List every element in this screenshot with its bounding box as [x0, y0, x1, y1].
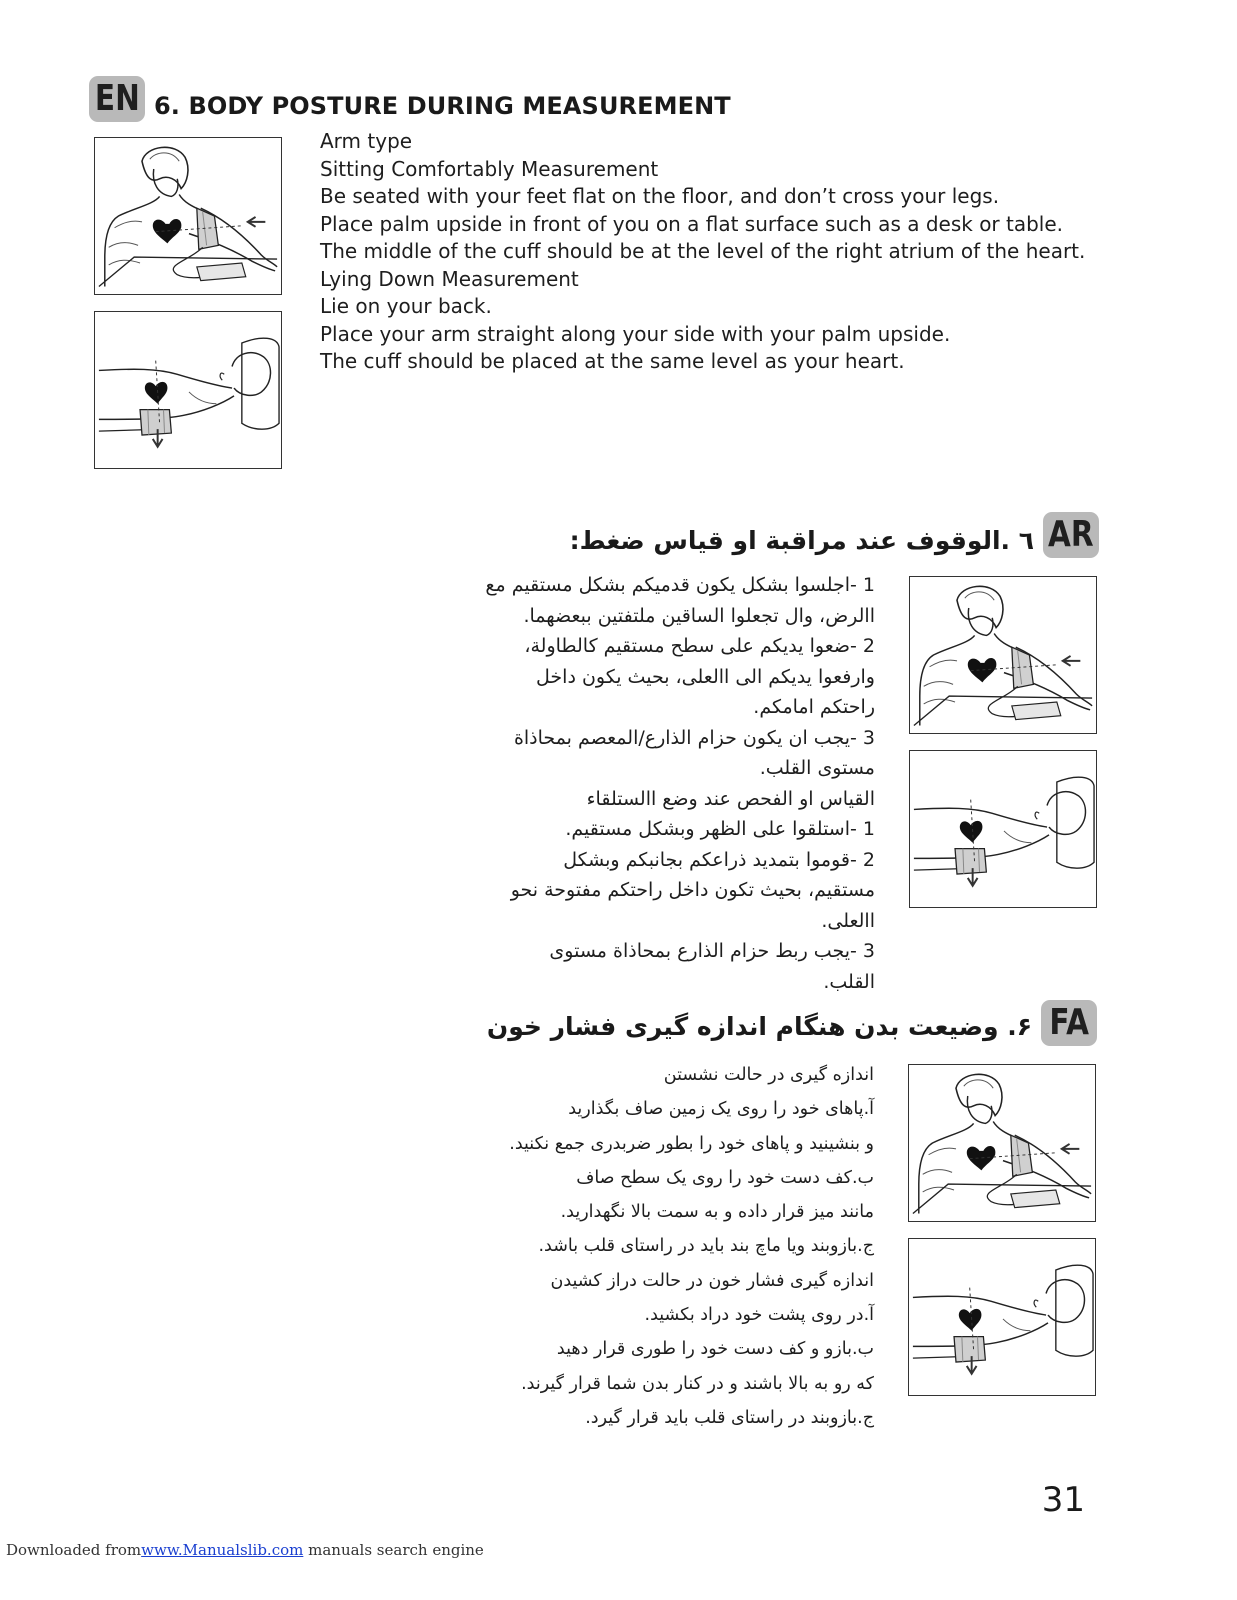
- instruction-line: 1 -استلقوا على الظهر وبشكل مستقيم.: [565, 818, 875, 840]
- manualslib-link[interactable]: www.Manualslib.com: [141, 1541, 304, 1559]
- instructions-en: [320, 128, 1085, 376]
- instruction-line: االعلى.: [821, 909, 875, 932]
- language-badge-fa: FA: [1041, 1000, 1097, 1046]
- language-badge-en: EN: [89, 76, 145, 122]
- sitting-illustration-ar: [909, 576, 1097, 734]
- lying-illustration-fa: [908, 1238, 1096, 1396]
- instruction-line: The cuff should be placed at the same level as your heart.: [320, 349, 905, 373]
- page-number: 31: [1041, 1480, 1085, 1520]
- section-title-en: 6. BODY POSTURE DURING MEASUREMENT: [154, 92, 731, 120]
- instruction-line: ج.بازوبند ویا ماچ بند باید در راستای قلب باشد.: [538, 1236, 874, 1257]
- instruction-line: القلب.: [823, 970, 875, 993]
- download-footer: [6, 1541, 484, 1559]
- instructions-fa: [509, 1058, 874, 1435]
- instruction-line: ج.بازوبند در راستای قلب باید قرار گیرد.: [585, 1407, 874, 1428]
- instruction-line: االرض، وال تجعلوا الساقين ملتفتين ببعضهما.: [523, 604, 875, 627]
- footer-suffix: manuals search engine: [303, 1541, 484, 1559]
- instruction-line: القياس او الفحص عند وضع االستلقاء: [586, 787, 875, 810]
- lying-illustration-en: [94, 311, 282, 469]
- instruction-line: وارفعوا يديكم الى االعلى، بحيث يكون داخل: [536, 665, 875, 688]
- instruction-line: Sitting Comfortably Measurement: [320, 156, 659, 181]
- instruction-line: ب.بازو و کف دست خود را طوری قرار دهید: [556, 1339, 874, 1360]
- instruction-line: مستقيم، بحيث تكون داخل راحتكم مفتوحة نحو: [510, 879, 875, 901]
- instruction-line: Place your arm straight along your side with your palm upside.: [320, 321, 951, 346]
- instruction-line: آ.پاهای خود را روی یک زمین صاف بگذارید: [568, 1099, 874, 1120]
- instruction-line: Arm type: [320, 129, 413, 153]
- instruction-line: 2 -ضعوا يديكم على سطح مستقيم كالطاولة،: [524, 635, 875, 657]
- section-title-ar: ٦ .الوقوف عند مراقبة او قياس ضغط:: [569, 526, 1034, 555]
- footer-prefix: Downloaded from: [6, 1541, 142, 1559]
- language-badge-ar: AR: [1043, 512, 1099, 558]
- instruction-line: راحتكم امامكم.: [753, 696, 875, 718]
- section-title-fa: ۶. وضیعت بدن هنگام اندازه گیری فشار خون: [486, 1012, 1032, 1041]
- instruction-line: Be seated with your feet flat on the floor, and don’t cross your legs.: [320, 184, 1000, 208]
- instruction-line: Lie on your back.: [320, 294, 492, 318]
- instruction-line: The middle of the cuff should be at the level of the right atrium of the heart.: [320, 239, 1086, 263]
- instruction-line: و بنشینید و پاهای خود را بطور ضربدری جمع نکنید.: [509, 1133, 874, 1154]
- instruction-line: که رو به بالا باشند و در کنار بدن شما قرار گیرند.: [521, 1373, 874, 1394]
- instruction-line: اندازه گیری در حالت نشستن: [663, 1065, 874, 1085]
- instruction-line: 2 -قوموا بتمديد ذراعكم بجانبكم وبشكل: [563, 848, 875, 871]
- instruction-line: ب.کف دست خود را روی یک سطح صاف: [576, 1167, 874, 1188]
- instruction-line: اندازه گیری فشار خون در حالت دراز کشیدن: [550, 1270, 874, 1291]
- instruction-line: مانند میز قرار داده و به سمت بالا نگهدارید.: [560, 1202, 874, 1223]
- sitting-illustration-en: [94, 137, 282, 295]
- instruction-line: Lying Down Measurement: [320, 266, 579, 291]
- sitting-illustration-fa: [908, 1064, 1096, 1222]
- instructions-ar: [485, 570, 875, 997]
- instruction-line: Place palm upside in front of you on a flat surface such as a desk or table.: [320, 211, 1064, 236]
- instruction-line: آ.در روی پشت خود دراد بکشید.: [644, 1305, 874, 1326]
- instruction-line: 3 -يجب ان يكون حزام الذارع/المعصم بمحاذاة: [513, 726, 875, 749]
- instruction-line: مستوى القلب.: [759, 757, 875, 779]
- instruction-line: 3 -يجب ربط حزام الذارع بمحاذاة مستوى: [549, 940, 875, 962]
- lying-illustration-ar: [909, 750, 1097, 908]
- instruction-line: 1 -اجلسوا بشكل يكون قدميكم بشكل مستقيم مع: [485, 574, 875, 596]
